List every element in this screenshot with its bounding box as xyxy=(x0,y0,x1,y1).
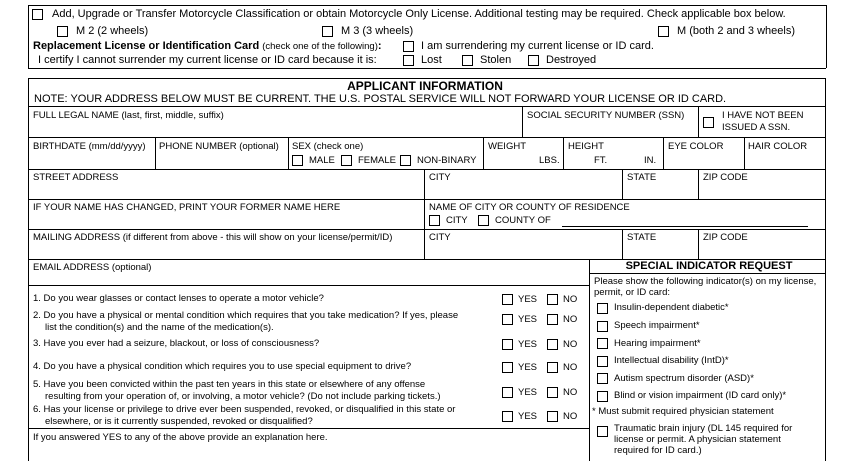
q2-yes-checkbox[interactable] xyxy=(502,314,513,325)
hearing-label: Hearing impairment* xyxy=(614,338,701,349)
question-2-line-2: list the condition(s) and the name of the medication(s). xyxy=(45,322,274,333)
male-checkbox[interactable] xyxy=(292,155,303,166)
nonbinary-label: NON-BINARY xyxy=(417,155,477,166)
q5-yes-label: YES xyxy=(518,387,538,398)
phone-label: PHONE NUMBER (optional) xyxy=(159,141,279,152)
birthdate-label: BIRTHDATE (mm/dd/yyyy) xyxy=(33,141,146,152)
stolen-checkbox[interactable] xyxy=(462,55,473,66)
q4-yes-label: YES xyxy=(518,362,538,373)
ssn-label: SOCIAL SECURITY NUMBER (SSN) xyxy=(527,110,685,121)
q1-no-checkbox[interactable] xyxy=(547,294,558,305)
zip-label: ZIP CODE xyxy=(703,172,748,183)
q4-no-checkbox[interactable] xyxy=(547,362,558,373)
q1-yes-checkbox[interactable] xyxy=(502,294,513,305)
lbs-label: LBS. xyxy=(539,155,560,166)
autism-label: Autism spectrum disorder (ASD)* xyxy=(614,373,754,384)
special-intro-2: permit, or ID card: xyxy=(594,287,671,298)
question-4: 4. Do you have a physical condition which requires you to use special equipment to drive? xyxy=(33,361,412,372)
destroyed-checkbox[interactable] xyxy=(528,55,539,66)
special-indicator-title: SPECIAL INDICATOR REQUEST xyxy=(625,260,793,272)
q3-yes-checkbox[interactable] xyxy=(502,339,513,350)
lost-label: Lost xyxy=(421,54,442,66)
q3-yes-label: YES xyxy=(518,339,538,350)
surrender-label: I am surrendering my current license or ID card. xyxy=(421,40,654,52)
q2-no-label: NO xyxy=(563,314,578,325)
email-label: EMAIL ADDRESS (optional) xyxy=(33,262,152,273)
nonbinary-checkbox[interactable] xyxy=(400,155,411,166)
intellectual-checkbox[interactable] xyxy=(597,356,608,367)
street-address-label: STREET ADDRESS xyxy=(33,172,119,183)
q6-no-checkbox[interactable] xyxy=(547,411,558,422)
q3-no-checkbox[interactable] xyxy=(547,339,558,350)
physician-note: * Must submit required physician statement xyxy=(592,406,774,417)
q1-yes-label: YES xyxy=(518,294,538,305)
res-city-label: CITY xyxy=(446,215,468,226)
speech-checkbox[interactable] xyxy=(597,321,608,332)
q2-yes-label: YES xyxy=(518,314,538,325)
destroyed-label: Destroyed xyxy=(546,54,597,66)
female-label: FEMALE xyxy=(358,155,397,166)
no-ssn-label-1: I HAVE NOT BEEN xyxy=(722,110,804,121)
stolen-label: Stolen xyxy=(480,54,512,66)
height-label: HEIGHT xyxy=(568,141,604,152)
hearing-checkbox[interactable] xyxy=(597,338,608,349)
no-ssn-label-2: ISSUED A SSN. xyxy=(722,122,791,133)
state-label: STATE xyxy=(627,172,657,183)
q4-no-label: NO xyxy=(563,362,578,373)
q3-no-label: NO xyxy=(563,339,578,350)
female-checkbox[interactable] xyxy=(341,155,352,166)
certify-label: I certify I cannot surrender my current license or ID card because it is: xyxy=(38,54,377,66)
res-county-checkbox[interactable] xyxy=(478,215,489,226)
explanation-label: If you answered YES to any of the above provide an explanation here. xyxy=(33,432,328,443)
male-label: MALE xyxy=(309,155,335,166)
city-label: CITY xyxy=(429,172,451,183)
brain-injury-label-2: license or permit. A physician statement xyxy=(614,434,781,445)
question-3: 3. Have you ever had a seizure, blackout, or loss of consciousness? xyxy=(33,338,320,349)
brain-injury-checkbox[interactable] xyxy=(597,426,608,437)
blind-label: Blind or vision impairment (ID card only)* xyxy=(614,390,787,401)
q6-no-label: NO xyxy=(563,411,578,422)
mailing-address-label: MAILING ADDRESS (if different from above - this will show on your license/permit/ID) xyxy=(33,232,393,243)
q5-no-checkbox[interactable] xyxy=(547,387,558,398)
insulin-checkbox[interactable] xyxy=(597,303,608,314)
m2-label: M 2 (2 wheels) xyxy=(76,25,149,37)
residence-label: NAME OF CITY OR COUNTY OF RESIDENCE xyxy=(429,202,630,213)
q4-yes-checkbox[interactable] xyxy=(502,362,513,373)
sex-label: SEX (check one) xyxy=(292,141,364,152)
upgrade-option-label: Add, Upgrade or Transfer Motorcycle Classification or obtain Motorcycle Only License. Additional testing may be required. Check applicable box below. xyxy=(52,8,786,20)
question-2-line-1: 2. Do you have a physical or mental condition which requires that you take medication? If yes, please xyxy=(33,310,459,321)
q6-yes-label: YES xyxy=(518,411,538,422)
ft-label: FT. xyxy=(594,155,608,166)
upgrade-checkbox[interactable] xyxy=(32,9,43,20)
speech-label: Speech impairment* xyxy=(614,320,700,331)
res-city-checkbox[interactable] xyxy=(429,215,440,226)
special-intro-1: Please show the following indicator(s) on my license, xyxy=(594,276,817,287)
q1-no-label: NO xyxy=(563,294,578,305)
replacement-title: Replacement License or Identification Card (check one of the following): xyxy=(33,40,382,52)
question-6-line-2: elsewhere, or is it currently suspended, revoked or disqualified? xyxy=(45,416,313,427)
mboth-checkbox[interactable] xyxy=(658,26,669,37)
question-5-line-2: resulting from your operation of, or involving, a motor vehicle? (Do not include parking tickets.) xyxy=(45,391,441,402)
q6-yes-checkbox[interactable] xyxy=(502,411,513,422)
in-label: IN. xyxy=(644,155,657,166)
brain-injury-label-1: Traumatic brain injury (DL 145 required for xyxy=(614,423,793,434)
mailing-zip-label: ZIP CODE xyxy=(703,232,748,243)
applicant-title: APPLICANT INFORMATION xyxy=(347,79,503,93)
m3-label: M 3 (3 wheels) xyxy=(341,25,414,37)
autism-checkbox[interactable] xyxy=(597,373,608,384)
question-5-line-1: 5. Have you been convicted within the past ten years in this state or elsewhere of any offense xyxy=(33,379,426,390)
full-name-label: FULL LEGAL NAME (last, first, middle, suffix) xyxy=(33,110,224,121)
question-1: 1. Do you wear glasses or contact lenses to operate a motor vehicle? xyxy=(33,293,324,304)
insulin-label: Insulin-dependent diabetic* xyxy=(614,302,729,313)
hair-color-label: HAIR COLOR xyxy=(748,141,808,152)
res-county-label: COUNTY OF xyxy=(495,215,551,226)
m3-checkbox[interactable] xyxy=(322,26,333,37)
surrender-checkbox[interactable] xyxy=(403,41,414,52)
no-ssn-checkbox[interactable] xyxy=(703,117,714,128)
q5-yes-checkbox[interactable] xyxy=(502,387,513,398)
brain-injury-label-3: required for ID card.) xyxy=(614,445,702,456)
address-note: NOTE: YOUR ADDRESS BELOW MUST BE CURRENT. THE U.S. POSTAL SERVICE WILL NOT FORWARD YOUR LICENSE OR ID CARD. xyxy=(34,93,727,105)
former-name-label: IF YOUR NAME HAS CHANGED, PRINT YOUR FORMER NAME HERE xyxy=(33,202,341,213)
eye-color-label: EYE COLOR xyxy=(668,141,724,152)
weight-label: WEIGHT xyxy=(488,141,526,152)
mailing-state-label: STATE xyxy=(627,232,657,243)
blind-checkbox[interactable] xyxy=(597,391,608,402)
m2-checkbox[interactable] xyxy=(57,26,68,37)
mailing-city-label: CITY xyxy=(429,232,451,243)
mboth-label: M (both 2 and 3 wheels) xyxy=(677,25,796,37)
intellectual-label: Intellectual disability (IntD)* xyxy=(614,355,729,366)
lost-checkbox[interactable] xyxy=(403,55,414,66)
question-6-line-1: 6. Has your license or privilege to drive ever been suspended, revoked, or disqualified in this state or xyxy=(33,404,456,415)
q2-no-checkbox[interactable] xyxy=(547,314,558,325)
q5-no-label: NO xyxy=(563,387,578,398)
